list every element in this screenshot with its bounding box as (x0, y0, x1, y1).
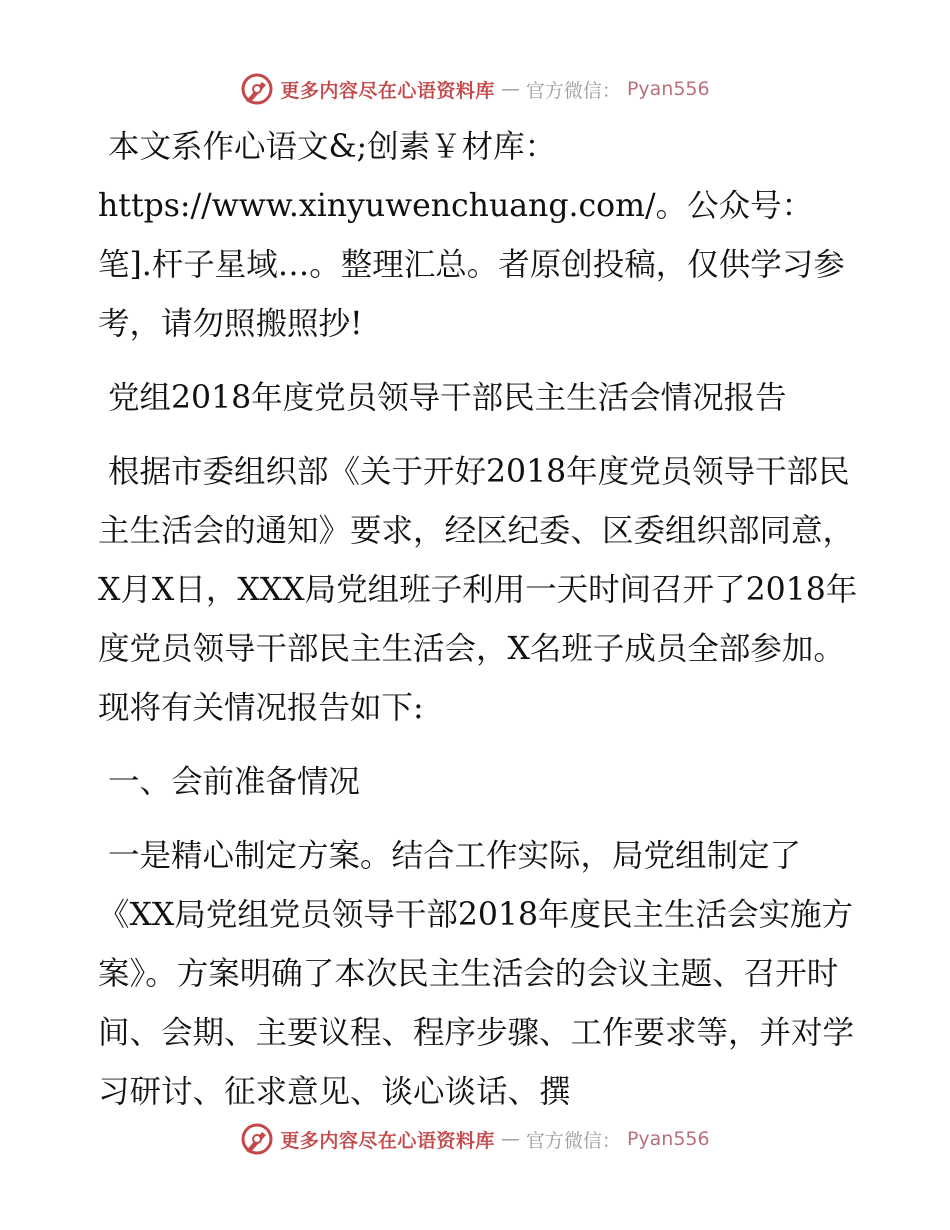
body-paragraph-2: 一是精心制定方案。结合工作实际，局党组制定了《XX局党组党员领导干部2018年度民主生活会实施方案》。方案明确了本次民主生活会的会议主题、召开时间、会期、主要议程、程序步骤、工作要求等，并对学习研讨、征求意见、谈心谈话、撰 (98, 838, 855, 1110)
body-paragraph-1: 根据市委组织部《关于开好2018年度党员领导干部民主生活会的通知》要求，经区纪委、区委组织部同意，X月X日，XXX局党组班子利用一天时间召开了2018年度党员领导干部民主生活会，X名班子成员全部参加。现将有关情况报告如下: (98, 454, 858, 726)
pen-logo-icon (240, 1122, 274, 1156)
watermark-official-label: 官方微信： (525, 1129, 621, 1152)
document-body (98, 118, 858, 1122)
pen-logo-icon (240, 72, 274, 106)
watermark-wechat-id: Pyan556 (626, 78, 710, 100)
document-title: 党组2018年度党员领导干部民主生活会情况报告 (108, 380, 787, 416)
watermark-main-text: 更多内容尽在心语资料库 (280, 1129, 495, 1152)
intro-paragraph: 本文系作心语文&;创素￥材库：https://www.xinyuwenchuang.com/。公众号：笔].杆子星域…。整理汇总。者原创投稿，仅供学习参考，请勿照搬照抄! (98, 129, 845, 342)
section-heading-1: 一、会前准备情况 (108, 764, 361, 800)
watermark-main-text: 更多内容尽在心语资料库 (280, 79, 495, 102)
watermark-footer (0, 1122, 950, 1156)
watermark-header (0, 72, 950, 106)
watermark-dash: — (500, 1128, 520, 1150)
watermark-wechat-id: Pyan556 (626, 1128, 710, 1150)
watermark-official-label: 官方微信： (525, 79, 621, 102)
watermark-dash: — (500, 78, 520, 100)
